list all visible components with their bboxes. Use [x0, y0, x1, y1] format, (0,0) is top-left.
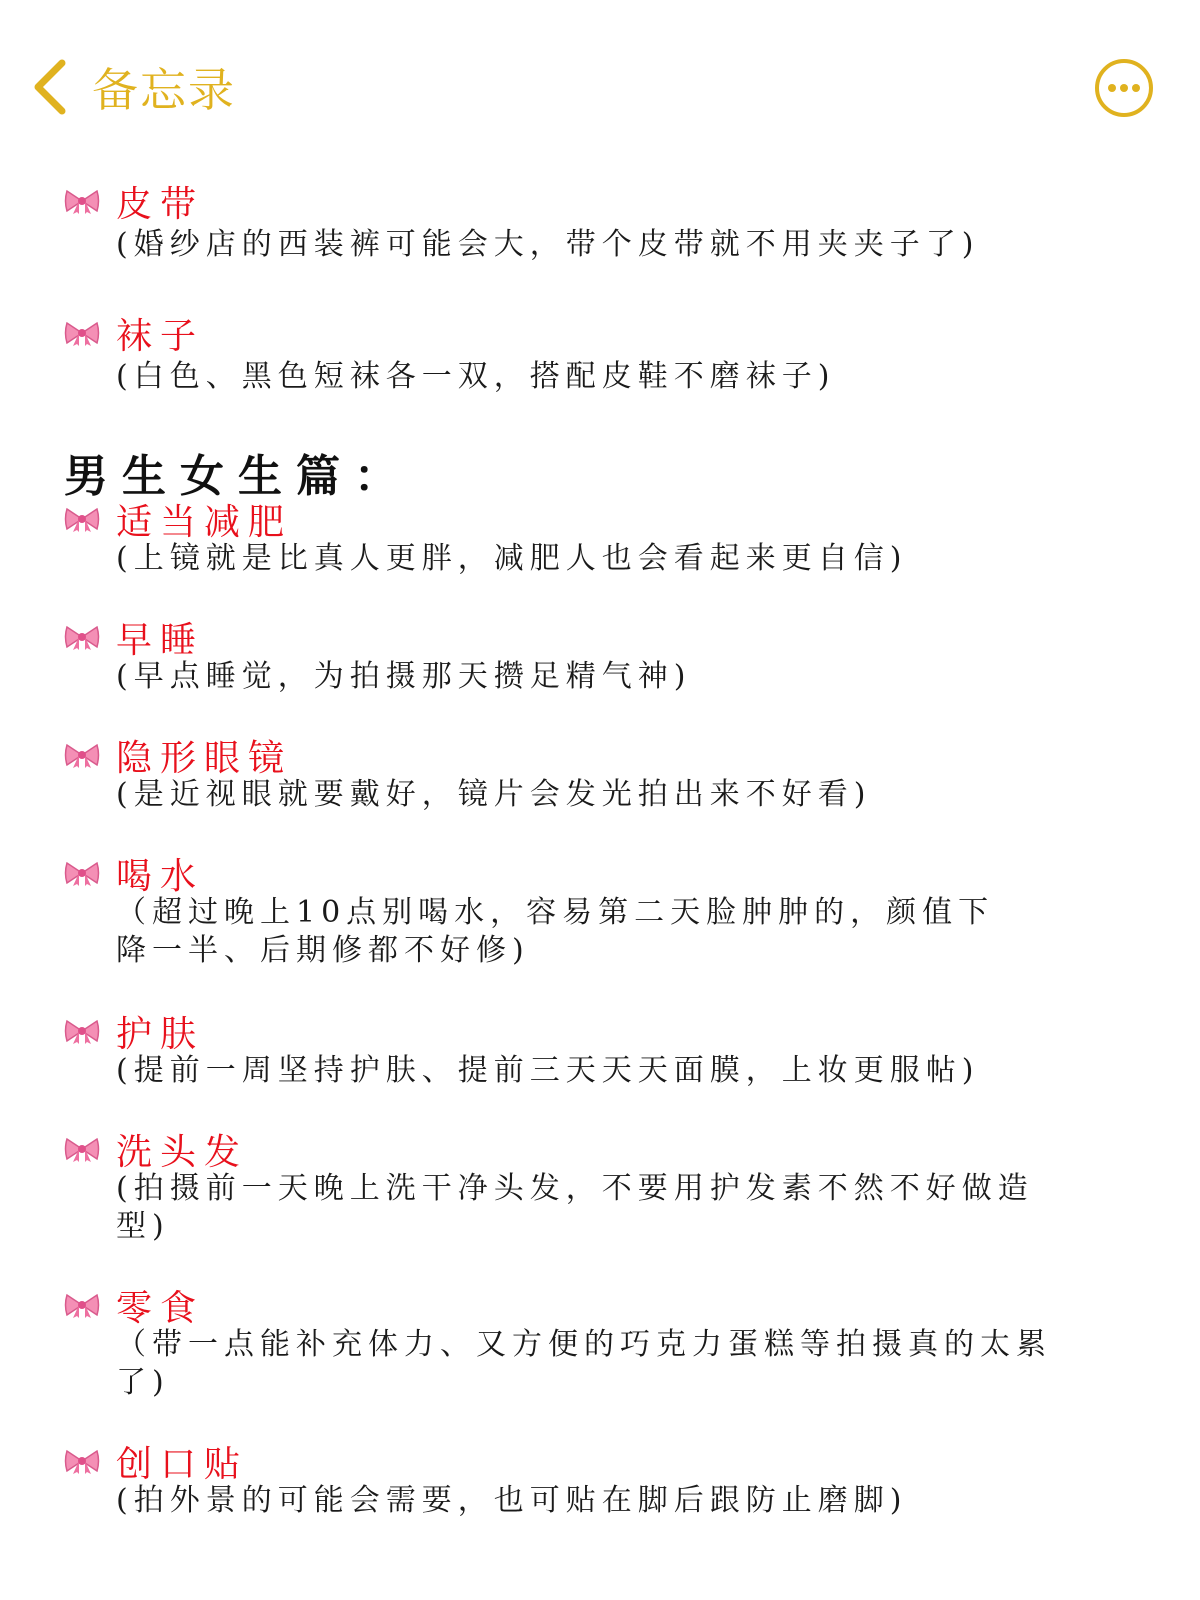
item-title-text: 创口贴	[116, 1443, 249, 1485]
item-description: (婚纱店的西装裤可能会大，带个皮带就不用夹夹子了)	[116, 227, 980, 262]
list-item-title	[64, 730, 292, 780]
list-item-title	[64, 1436, 248, 1486]
ribbon-bow-icon	[64, 1292, 100, 1318]
item-title-text: 适当减肥	[116, 501, 293, 543]
item-title-text: 袜子	[116, 315, 205, 357]
list-item-title	[64, 1280, 204, 1330]
item-title-text: 皮带	[116, 183, 205, 225]
item-description: (早点睡觉，为拍摄那天攒足精气神)	[116, 659, 692, 694]
list-item-title	[64, 1006, 204, 1056]
ribbon-bow-icon	[64, 1018, 100, 1044]
ribbon-bow-icon	[64, 1448, 100, 1474]
item-description: (提前一周坚持护肤、提前三天天天面膜，上妆更服帖)	[116, 1053, 980, 1088]
item-description: (拍摄前一天晚上洗干净头发，不要用护发素不然不好做造型)	[116, 1171, 1034, 1244]
list-item-title	[64, 308, 204, 358]
item-title-text: 隐形眼镜	[116, 737, 293, 779]
ribbon-bow-icon	[64, 506, 100, 532]
item-title-text: 零食	[116, 1287, 205, 1329]
item-description: (上镜就是比真人更胖，减肥人也会看起来更自信)	[116, 541, 908, 576]
list-item-title	[64, 848, 204, 898]
ribbon-bow-icon	[64, 860, 100, 886]
item-title-text: 早睡	[116, 619, 205, 661]
ribbon-bow-icon	[64, 188, 100, 214]
item-description: (白色、黑色短袜各一双，搭配皮鞋不磨袜子)	[116, 359, 836, 394]
item-description: （带一点能补充体力、又方便的巧克力蛋糕等拍摄真的太累了)	[116, 1327, 1052, 1400]
list-item-title	[64, 1124, 248, 1174]
list-item-title	[64, 494, 292, 544]
item-description: (是近视眼就要戴好，镜片会发光拍出来不好看)	[116, 777, 872, 812]
section-heading: 男生女生篇：	[64, 451, 412, 502]
item-title-text: 喝水	[116, 855, 205, 897]
ribbon-bow-icon	[64, 742, 100, 768]
ribbon-bow-icon	[64, 320, 100, 346]
ribbon-bow-icon	[64, 1136, 100, 1162]
list-item-title	[64, 176, 204, 226]
item-description: (拍外景的可能会需要，也可贴在脚后跟防止磨脚)	[116, 1483, 908, 1518]
back-label: 备忘录	[92, 63, 236, 117]
item-description: （超过晚上10点别喝水，容易第二天脸肿肿的，颜值下降一半、后期修都不好修)	[116, 895, 995, 968]
ribbon-bow-icon	[64, 624, 100, 650]
list-item-title	[64, 612, 204, 662]
item-title-text: 洗头发	[116, 1131, 249, 1173]
item-title-text: 护肤	[116, 1013, 205, 1055]
